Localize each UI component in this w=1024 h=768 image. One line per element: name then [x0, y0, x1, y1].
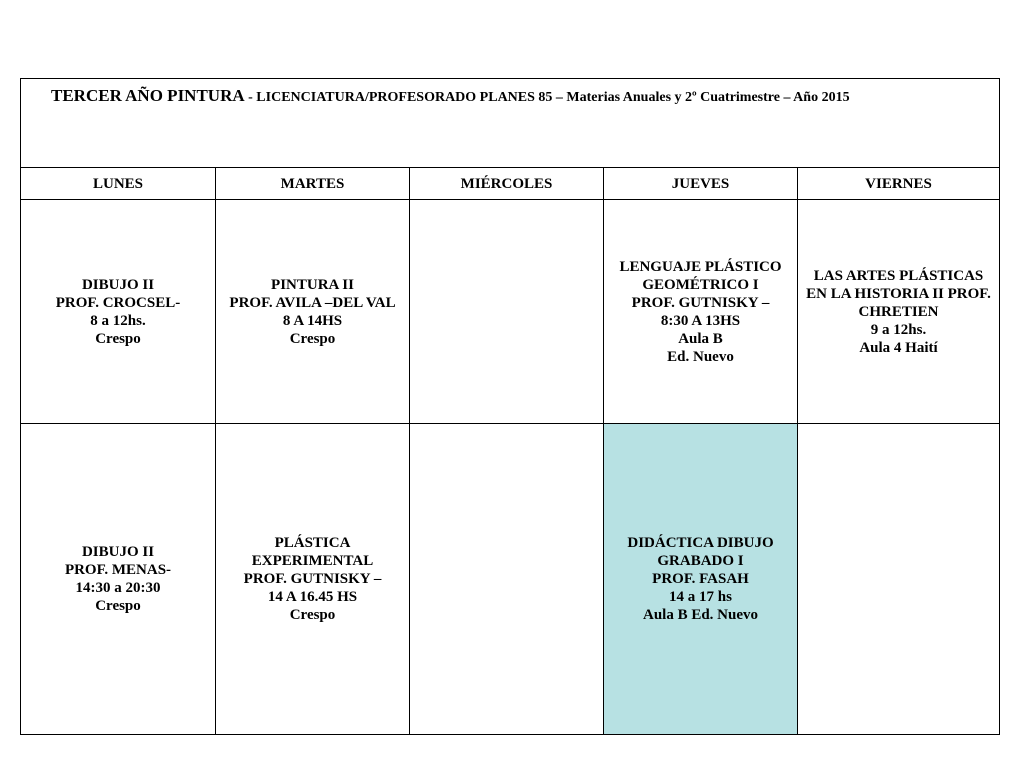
title-row — [21, 79, 1000, 168]
cell-tuesday-2 — [216, 424, 410, 735]
professor: PROF. AVILA –DEL VAL — [229, 294, 396, 311]
location: Crespo — [289, 607, 336, 623]
course-name: PINTURA II — [271, 276, 354, 293]
schedule-time: 8 a 12hs. — [90, 312, 146, 329]
course-name: LENGUAJE PLÁSTICO GEOMÉTRICO I — [619, 258, 782, 293]
professor: PROF. GUTNISKY – — [631, 294, 770, 311]
course-name: PLÁSTICA EXPERIMENTAL — [251, 535, 374, 569]
professor: PROF. FASAH — [652, 571, 749, 587]
location: Crespo — [95, 330, 141, 347]
course-name: LAS ARTES PLÁSTICAS EN LA HISTORIA II PROF. CHRETIEN — [806, 267, 991, 320]
course-name: DIBUJO II — [81, 276, 155, 293]
professor: PROF. CROCSEL- — [55, 294, 181, 311]
schedule-table — [20, 78, 1000, 735]
morning-row — [21, 200, 1000, 424]
schedule-time: 14 A 16.45 HS — [267, 589, 358, 605]
location: Crespo — [95, 598, 141, 614]
classroom: Aula B — [678, 330, 723, 347]
cell-wednesday-2 — [410, 424, 604, 735]
schedule-time: 9 a 12hs. — [870, 321, 927, 338]
afternoon-row — [21, 424, 1000, 735]
day-header-friday: VIERNES — [798, 168, 1000, 200]
cell-friday-2 — [798, 424, 1000, 735]
schedule-time: 8:30 A 13HS — [660, 312, 741, 329]
schedule-time: 8 A 14HS — [282, 312, 343, 329]
day-header-tuesday: MARTES — [216, 168, 410, 200]
title-cell — [21, 79, 1000, 168]
cell-monday-2 — [21, 424, 216, 735]
building: Ed. Nuevo — [667, 348, 734, 365]
cell-monday-1 — [21, 200, 216, 424]
professor: PROF. GUTNISKY – — [243, 571, 382, 587]
course-name: DIBUJO II — [81, 544, 155, 560]
day-header-wednesday: MIÉRCOLES — [410, 168, 604, 200]
location: Aula 4 Haití — [859, 339, 938, 356]
cell-friday-1 — [798, 200, 1000, 424]
schedule-time: 14 a 17 hs — [669, 589, 732, 605]
cell-thursday-2 — [604, 424, 798, 735]
course-name: DIDÁCTICA DIBUJO GRABADO I — [627, 535, 774, 569]
location: Crespo — [289, 330, 336, 347]
location: Aula B Ed. Nuevo — [642, 607, 759, 623]
schedule-time: 14:30 a 20:30 — [75, 580, 161, 596]
cell-tuesday-1 — [216, 200, 410, 424]
day-header-monday: LUNES — [21, 168, 216, 200]
day-header-thursday: JUEVES — [604, 168, 798, 200]
page-subtitle: - LICENCIATURA/PROFESORADO PLANES 85 – Materias Anuales y 2º Cuatrimestre – Año 2015 — [244, 90, 850, 105]
cell-thursday-1 — [604, 200, 798, 424]
page-title: TERCER AÑO PINTURA — [51, 86, 245, 105]
day-header-row — [21, 168, 1000, 200]
professor: PROF. MENAS- — [64, 562, 172, 578]
cell-wednesday-1 — [410, 200, 604, 424]
